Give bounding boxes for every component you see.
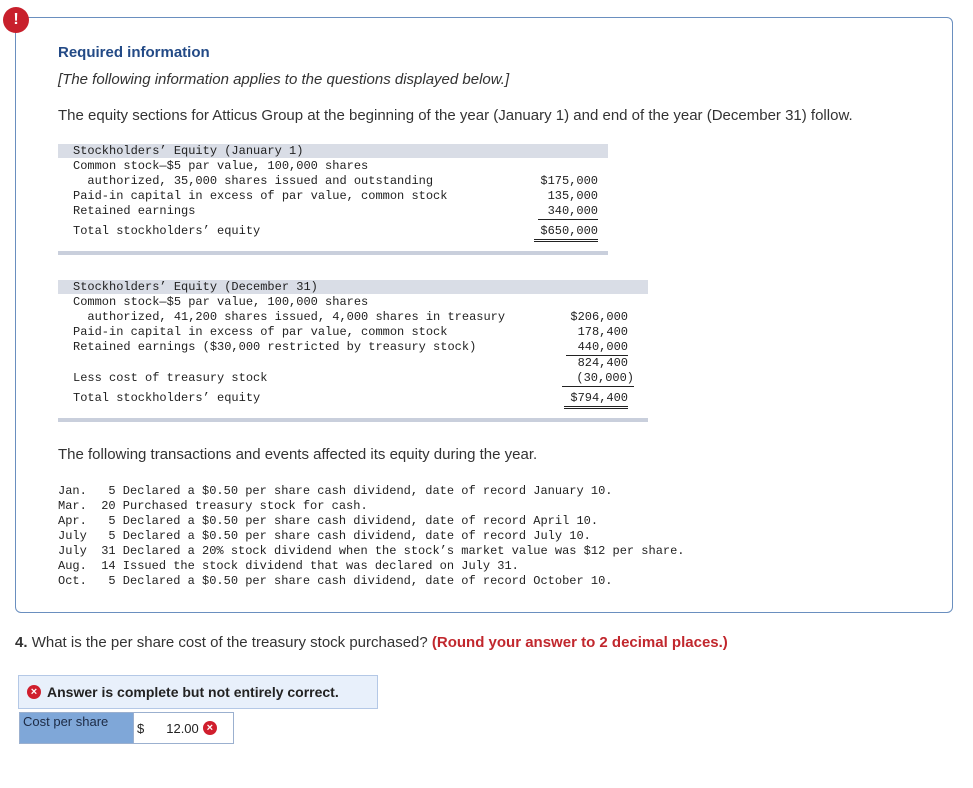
required-info-note: [The following information applies to the questions displayed below.] [58, 71, 510, 88]
cost-per-share-label: Cost per share [20, 713, 133, 743]
answer-table [19, 712, 234, 744]
currency-symbol: $ [137, 720, 145, 736]
table-title: Stockholders’ Equity (December 31) [73, 280, 318, 294]
required-info-title: Required information [58, 44, 210, 61]
cost-per-share-input[interactable] [133, 713, 233, 743]
amount-cell: $206,000 [570, 310, 628, 324]
amount-cell: 135,000 [547, 189, 598, 203]
amount-cell: 178,400 [577, 325, 628, 339]
answer-status-text: Answer is complete but not entirely correct. [47, 684, 339, 700]
question-number: 4. [15, 634, 28, 651]
amount-cell: 440,000 [566, 340, 628, 356]
amount-total: $794,400 [564, 391, 628, 409]
answer-status-banner [18, 675, 378, 709]
incorrect-icon: × [203, 721, 217, 735]
transaction-line: Mar. 20 Purchased treasury stock for cash. [58, 499, 368, 513]
table-line: Retained earnings [73, 204, 196, 218]
transaction-line: Aug. 14 Issued the stock dividend that was declared on July 31. [58, 559, 519, 573]
transaction-line: Oct. 5 Declared a $0.50 per share cash dividend, date of record October 10. [58, 574, 613, 588]
table-line: Common stock—$5 par value, 100,000 shares [73, 159, 369, 173]
table-line: Retained earnings ($30,000 restricted by treasury stock) [73, 340, 477, 354]
transaction-line: Jan. 5 Declared a $0.50 per share cash dividend, date of record January 10. [58, 484, 613, 498]
intro-text: The equity sections for Atticus Group at the beginning of the year (January 1) and end of the year (December 31) follow. [58, 107, 853, 124]
transaction-line: July 31 Declared a 20% stock dividend when the stock’s market value was $12 per share. [58, 544, 685, 558]
answer-value: 12.00 [166, 720, 199, 736]
amount-cell: $175,000 [540, 174, 598, 188]
question [15, 634, 728, 651]
table-title: Stockholders’ Equity (January 1) [73, 144, 304, 158]
table-line: Common stock—$5 par value, 100,000 shares [73, 295, 369, 309]
question-text: What is the per share cost of the treasury stock purchased? [31, 634, 428, 651]
transaction-line: Apr. 5 Declared a $0.50 per share cash dividend, date of record April 10. [58, 514, 599, 528]
table-bottom-bar [58, 251, 608, 255]
amount-cell: 824,400 [577, 356, 628, 370]
table-line: Less cost of treasury stock [73, 371, 268, 385]
transactions-intro: The following transactions and events affected its equity during the year. [58, 446, 538, 463]
table-line: Total stockholders’ equity [73, 224, 261, 238]
amount-total: $650,000 [534, 224, 598, 242]
table-line: Total stockholders’ equity [73, 391, 261, 405]
table-line: Paid-in capital in excess of par value, common stock [73, 189, 448, 203]
alert-icon: ! [3, 7, 29, 33]
transactions-list [58, 484, 685, 589]
table-bottom-bar [58, 418, 648, 422]
transaction-line: July 5 Declared a $0.50 per share cash dividend, date of record July 10. [58, 529, 591, 543]
table-line: Paid-in capital in excess of par value, common stock [73, 325, 448, 339]
error-icon: × [27, 685, 41, 699]
amount-cell: 340,000 [538, 204, 598, 220]
table-line: authorized, 41,200 shares issued, 4,000 shares in treasury [73, 310, 506, 324]
amount-cell: (30,000) [562, 371, 634, 387]
question-hint: (Round your answer to 2 decimal places.) [431, 634, 728, 651]
table-line: authorized, 35,000 shares issued and outstanding [73, 174, 434, 188]
